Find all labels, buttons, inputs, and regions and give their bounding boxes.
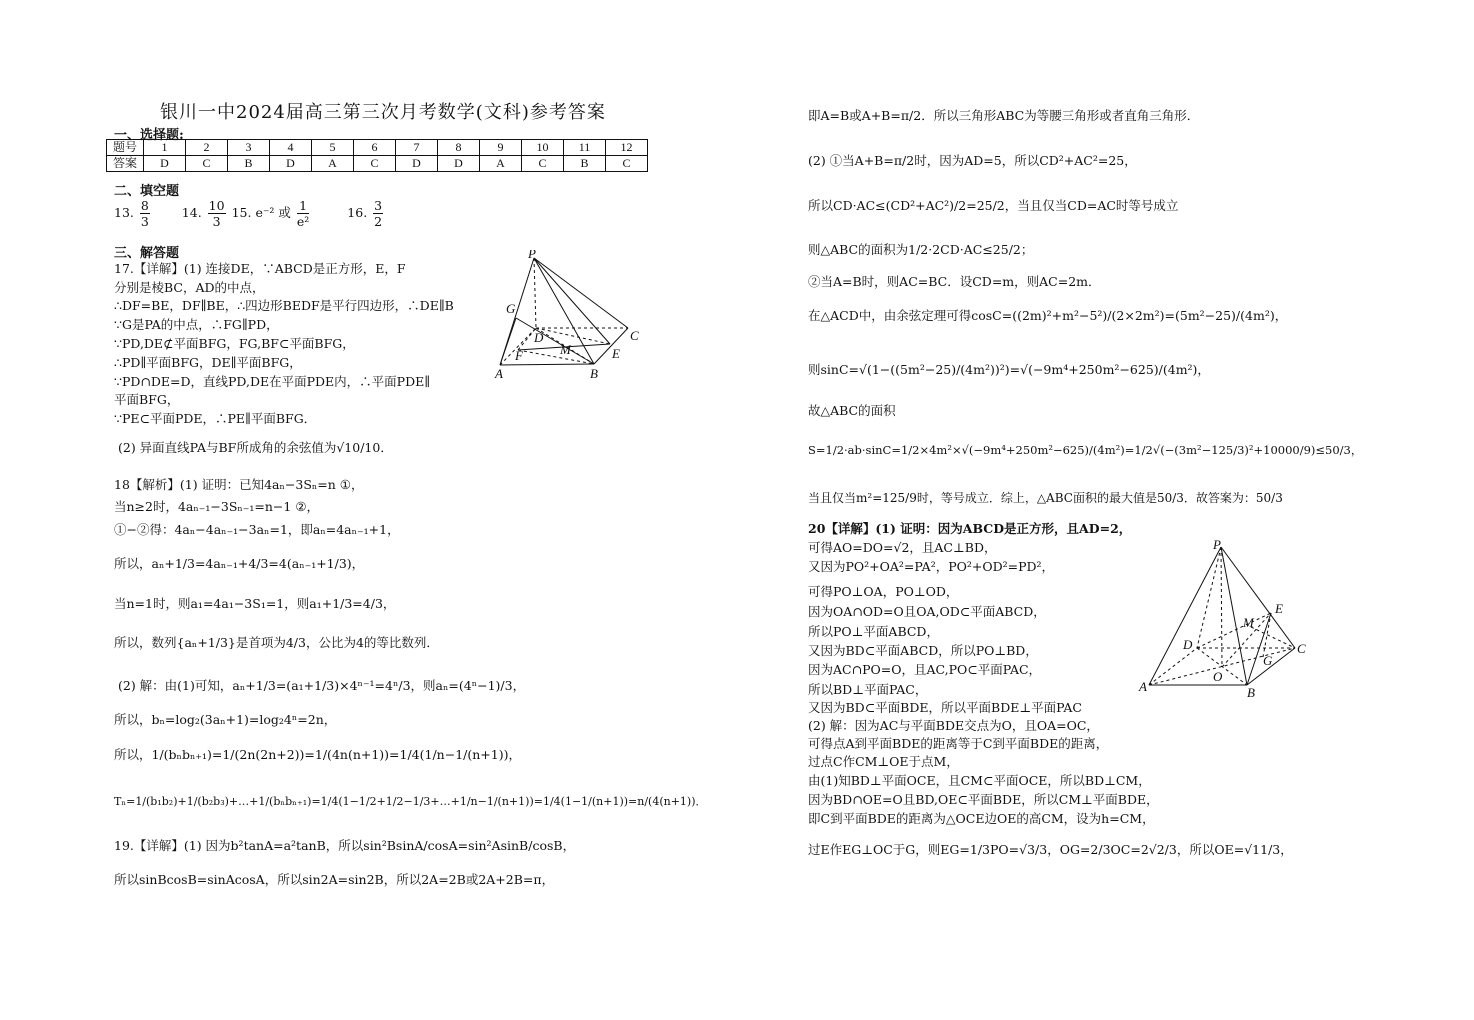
- table-cell: D: [438, 156, 480, 172]
- table-cell: C: [606, 156, 648, 172]
- fill-answers: [114, 198, 385, 229]
- solution-line: ∴DF=BE，DF∥BE，∴四边形BEDF是平行四边形，∴DE∥B: [114, 298, 454, 313]
- solution-line: 所以，aₙ+1/3=4aₙ₋₁+4/3=4(aₙ₋₁+1/3)，: [114, 556, 365, 571]
- solution-line: (2) 异面直线PA与BF所成角的余弦值为√10/10．: [118, 440, 393, 455]
- solution-line: 因为OA∩OD=O且OA,OD⊂平面ABCD，: [808, 604, 1046, 619]
- pyramid-figure-20: [1135, 535, 1315, 700]
- solution-line: 又因为PO²+OA²=PA²，PO²+OD²=PD²，: [808, 559, 1055, 574]
- solution-line: 过E作EG⊥OC于G，则EG=1/3PO=√3/3，OG=2/3OC=2√2/3，所以OE=√11/3，: [808, 842, 1293, 857]
- table-cell: B: [228, 156, 270, 172]
- fill-a15-frac: $\frac{1}{\text{e²}}$: [296, 198, 310, 229]
- figure-label: D: [1183, 637, 1193, 652]
- table-cell: 12: [606, 140, 648, 156]
- table-cell: 3: [228, 140, 270, 156]
- solution-line: 过点C作CM⊥OE于点M，: [808, 754, 959, 769]
- fill-q14: 14.: [181, 205, 202, 220]
- solution-line: 所以BD⊥平面PAC，: [808, 682, 928, 697]
- figure-label: C: [630, 328, 639, 343]
- pyramid-figure-17: [490, 250, 650, 385]
- solution-line: ①−②得：4aₙ−4aₙ₋₁−3aₙ=1，即aₙ=4aₙ₋₁+1，: [114, 522, 400, 537]
- solution-line: ∵PD,DE⊄平面BFG，FG,BF⊂平面BFG，: [114, 336, 355, 351]
- answer-table: [106, 139, 648, 172]
- solution-line: 所以，1/(bₙbₙ₊₁)=1/(2n(2n+2))=1/(4n(n+1))=1/4(1/n−1/(n+1))，: [114, 747, 521, 762]
- solution-line: 可得PO⊥OA，PO⊥OD，: [808, 584, 959, 599]
- solution-line: ②当A=B时，则AC=BC．设CD=m，则AC=2m．: [808, 274, 1101, 289]
- table-cell: B: [564, 156, 606, 172]
- section-choice-heading: 一、选择题:: [114, 128, 184, 143]
- solution-line: 所以CD·AC≤(CD²+AC²)/2=25/2，当且仅当CD=AC时等号成立: [808, 198, 1179, 213]
- table-cell: 11: [564, 140, 606, 156]
- solution-line: 所以PO⊥平面ABCD，: [808, 624, 939, 639]
- solution-line: (2) ①当A+B=π/2时，因为AD=5，所以CD²+AC²=25，: [808, 153, 1137, 168]
- table-cell: 7: [396, 140, 438, 156]
- table-cell: 10: [522, 140, 564, 156]
- figure-label: M: [1243, 615, 1254, 630]
- solution-line: ∵G是PA的中点，∴FG∥PD，: [114, 317, 279, 332]
- solution-line: 17.【详解】(1) 连接DE，∵ABCD是正方形，E，F: [114, 261, 406, 276]
- solution-line: ∵PE⊂平面PDE，∴PE∥平面BFG．: [114, 411, 317, 426]
- solution-line: 可得点A到平面BDE的距离等于C到平面BDE的距离，: [808, 736, 1109, 751]
- figure-label: P: [528, 250, 536, 261]
- table-cell: D: [270, 156, 312, 172]
- solution-line: 则sinC=√(1−((5m²−25)/(4m²))²)=√(−9m⁴+250m²−625)/(4m²)，: [808, 362, 1210, 377]
- solution-line: 当n≥2时，4aₙ₋₁−3Sₙ₋₁=n−1 ②，: [114, 499, 320, 514]
- solution-line: 19.【详解】(1) 因为b²tanA=a²tanB，所以sin²BsinA/cosA=sin²AsinB/cosB，: [114, 838, 576, 853]
- solution-line: S=1/2·ab·sinC=1/2×4m²×√(−9m⁴+250m²−625)/(4m²)=1/2√(−(3m²−125/3)²+10000/9)≤50/3，: [808, 443, 1363, 457]
- figure-label: M: [560, 342, 571, 357]
- figure-label: E: [612, 346, 620, 361]
- figure-label: B: [1247, 685, 1255, 700]
- figure-label: P: [1213, 537, 1221, 552]
- solution-line: 在△ACD中，由余弦定理可得cosC=((2m)²+m²−5²)/(2×2m²)=(5m²−25)/(4m²)，: [808, 308, 1288, 323]
- solution-line: 则△ABC的面积为1/2·2CD·AC≤25/2；: [808, 242, 1034, 257]
- table-cell: 4: [270, 140, 312, 156]
- solution-line: 所以sinBcosB=sinAcosA，所以sin2A=sin2B，所以2A=2B或2A+2B=π，: [114, 872, 555, 887]
- solution-line: 可得AO=DO=√2，且AC⊥BD，: [808, 540, 997, 555]
- fill-a16: $\frac{3}{2}$: [374, 198, 383, 229]
- solution-line: 当n=1时，则a₁=4a₁−3S₁=1，则a₁+1/3=4/3，: [114, 596, 396, 611]
- figure-label: C: [1297, 641, 1306, 656]
- table-cell: 2: [186, 140, 228, 156]
- solution-line: 即C到平面BDE的距离为△OCE边OE的高CM，设为h=CM，: [808, 811, 1155, 826]
- figure-label: B: [590, 366, 598, 381]
- figure-label: A: [1139, 679, 1147, 694]
- solution-line: 20【详解】(1) 证明：因为ABCD是正方形，且AD=2，: [808, 521, 1132, 536]
- table-cell: C: [186, 156, 228, 172]
- figure-label: O: [1213, 669, 1223, 684]
- solution-line: 所以，bₙ=log₂(3aₙ+1)=log₂4ⁿ=2n，: [114, 712, 337, 727]
- solution-line: 分别是棱BC，AD的中点，: [114, 280, 265, 295]
- solution-line: ∵PD∩DE=D，直线PD,DE在平面PDE内，∴平面PDE∥: [114, 374, 430, 389]
- figure-label: A: [495, 366, 503, 381]
- table-cell: D: [396, 156, 438, 172]
- solution-line: (2) 解：由(1)可知，aₙ+1/3=(a₁+1/3)×4ⁿ⁻¹=4ⁿ/3，则aₙ=(4ⁿ−1)/3，: [118, 678, 526, 693]
- figure-label: G: [1263, 653, 1273, 668]
- table-cell: 5: [312, 140, 354, 156]
- fill-a13: $\frac{8}{3}$: [140, 198, 149, 229]
- solution-line: 18【解析】(1) 证明：已知4aₙ−3Sₙ=n ①，: [114, 477, 364, 492]
- fill-q13: 13.: [114, 205, 134, 220]
- section-fill-heading: 二、填空题: [114, 184, 180, 199]
- fill-a15: e⁻² 或: [255, 205, 291, 220]
- solution-line: (2) 解：因为AC与平面BDE交点为O，且OA=OC，: [808, 718, 1099, 733]
- table-cell: A: [480, 156, 522, 172]
- table-header-cell: 答案: [107, 156, 144, 172]
- solution-line: 由(1)知BD⊥平面OCE，且CM⊂平面OCE，所以BD⊥CM，: [808, 773, 1151, 788]
- table-cell: D: [144, 156, 186, 172]
- solution-line: 平面BFG，: [114, 392, 180, 407]
- solution-line: 故△ABC的面积: [808, 403, 896, 418]
- solution-line: ∴PD∥平面BFG，DE∥平面BFG，: [114, 355, 302, 370]
- solution-line: 又因为BD⊂平面BDE，所以平面BDE⊥平面PAC: [808, 700, 1082, 715]
- table-cell: C: [354, 156, 396, 172]
- table-row: [107, 140, 648, 156]
- table-cell: C: [522, 156, 564, 172]
- table-cell: A: [312, 156, 354, 172]
- solution-line: 所以，数列{aₙ+1/3}是首项为4/3，公比为4的等比数列．: [114, 635, 439, 650]
- fill-a14: $\frac{10}{3}$: [208, 198, 225, 229]
- figure-label: E: [1275, 601, 1283, 616]
- table-cell: 8: [438, 140, 480, 156]
- fill-q15: 15.: [231, 205, 252, 220]
- solution-line: 又因为BD⊂平面ABCD，所以PO⊥BD，: [808, 643, 1038, 658]
- page-title: 银川一中2024届高三第三次月考数学(文科)参考答案: [160, 102, 606, 123]
- table-header-cell: 题号: [107, 140, 144, 156]
- figure-label: D: [534, 330, 544, 345]
- solution-line: 当且仅当m²=125/9时，等号成立．综上，△ABC面积的最大值是50/3．故答案为：50/3: [808, 491, 1283, 505]
- section-solution-heading: 三、解答题: [114, 246, 180, 261]
- fill-q16: 16.: [347, 205, 368, 220]
- solution-line: 因为BD∩OE=O且BD,OE⊂平面BDE，所以CM⊥平面BDE，: [808, 792, 1159, 807]
- table-cell: 9: [480, 140, 522, 156]
- solution-line: 即A=B或A+B=π/2．所以三角形ABC为等腰三角形或者直角三角形．: [808, 108, 1200, 123]
- solution-line: Tₙ=1/(b₁b₂)+1/(b₂b₃)+…+1/(bₙbₙ₊₁)=1/4(1−1/2+1/2−1/3+…+1/n−1/(n+1))=1/4(1−1/(n+1))=n/(4(n+1))．: [114, 795, 707, 808]
- table-cell: 6: [354, 140, 396, 156]
- solution-line: 因为AC∩PO=O，且AC,PO⊂平面PAC，: [808, 662, 1042, 677]
- table-row: [107, 156, 648, 172]
- table-cell: 1: [144, 140, 186, 156]
- figure-label: G: [506, 301, 516, 316]
- figure-label: F: [515, 348, 523, 363]
